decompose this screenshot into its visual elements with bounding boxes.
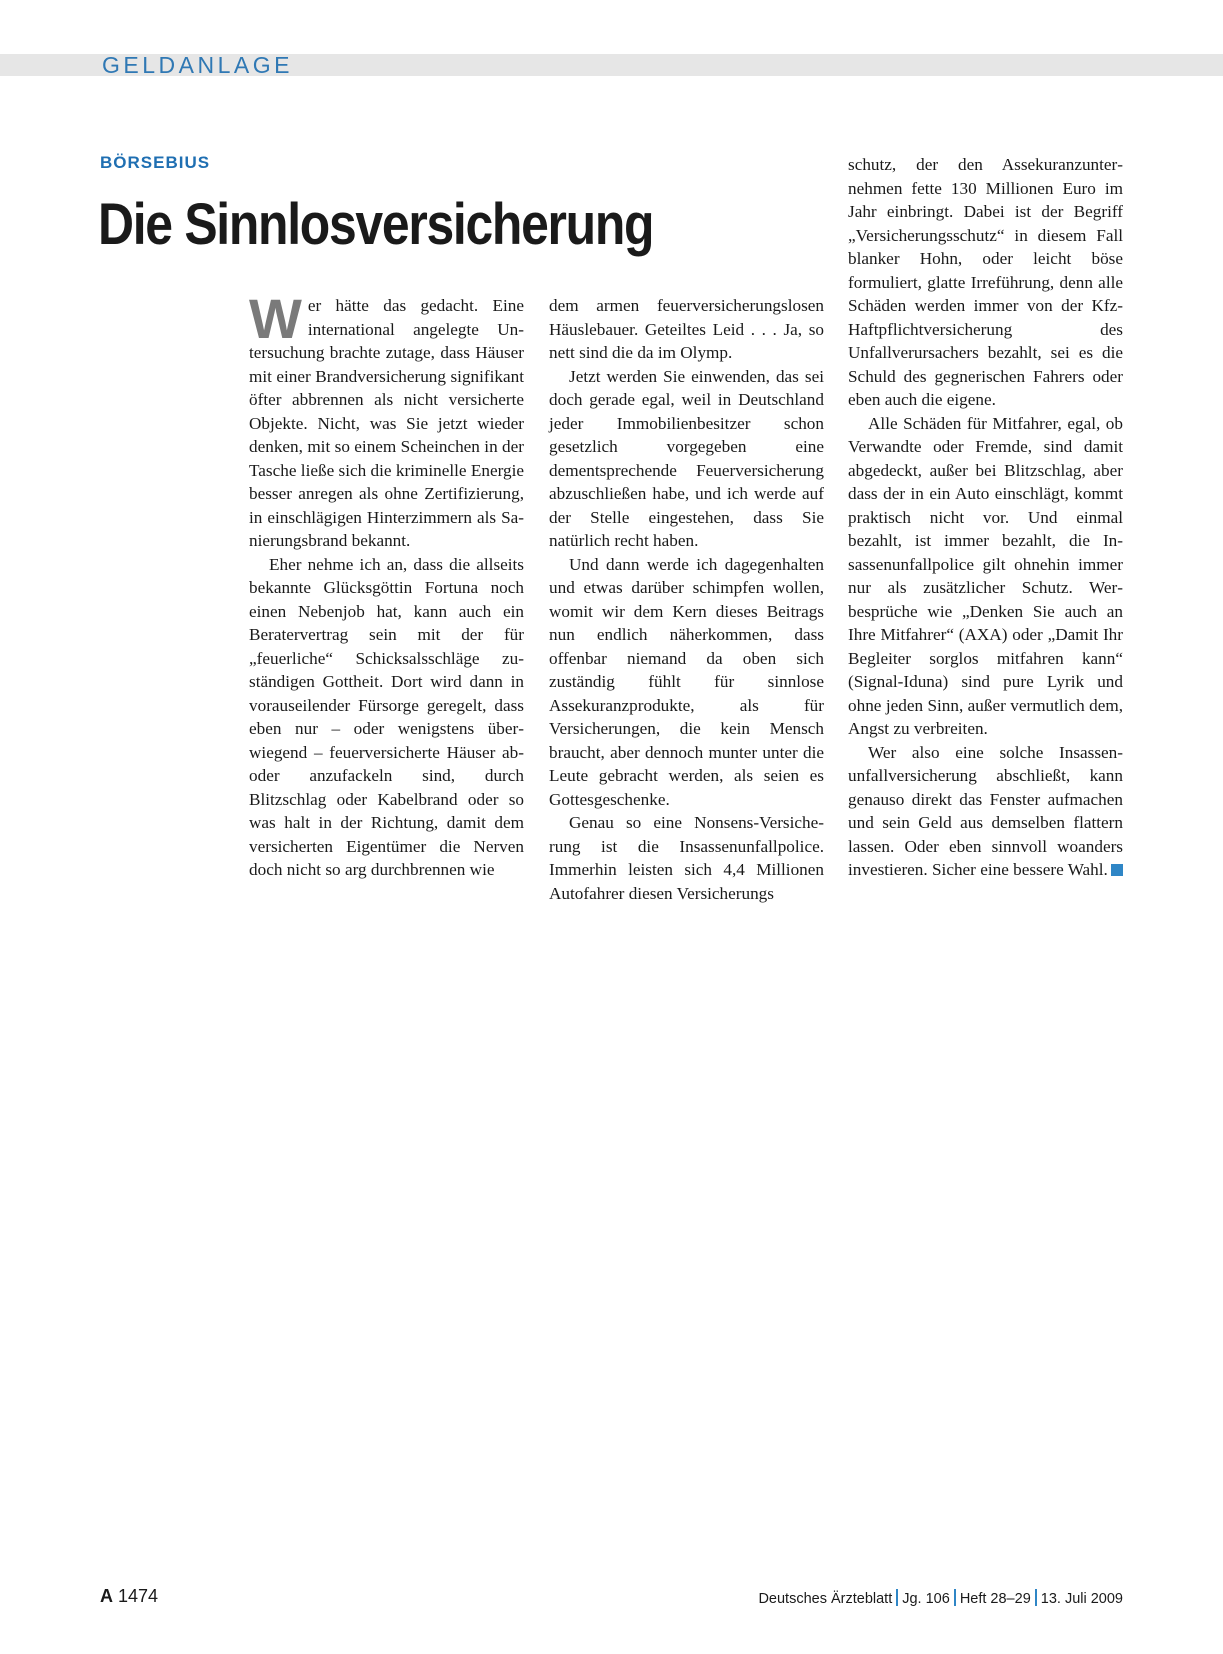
page-number (100, 1586, 158, 1607)
paragraph: dem armen feuerversicherungslosen Häuslebauer. Geteiltes Leid . . . Ja, so nett sind die da im Olymp. (549, 296, 824, 362)
paragraph: Alle Schäden für Mitfahrer, egal, ob Verwandte oder Fremde, sind damit abgedeckt, außer bei Blitzschlag, aber dass der in ein Auto einschlägt, kommt praktisch nicht vor. Und einmal bezahlt, ist immer bezahlt, die Insassenunfallpolice gilt ohnehin immer nur als zusätzlicher Schutz. Werbesprüche wie „Denken Sie auch an Ihre Mitfahrer“ (AXA) oder „Damit Ihr Begleiter sorglos mitfahren kann“ (Signal-Iduna) sind pure Lyrik und ohne jeden Sinn, außer vermutlich dem, Angst zu verbreiten. (848, 413, 1123, 738)
publication-info (758, 1589, 1123, 1607)
paragraph-text: Wer also eine solche Insassenunfallversicherung abschließt, kann genauso direkt das Fenster aufmachen und sein Geld aus demselben flattern lassen. Oder eben sinnvoll woanders investieren. Sicher eine bessere Wahl. (848, 742, 1123, 879)
paragraph-text: er hätte das gedacht. Eine international angelegte Untersuchung brachte zutage, dass Häuser mit einer Brandversicherung signifikant öfter abbrennen als nicht versicherte Objekte. Nicht, was Sie jetzt wieder denken, mit so einem Scheinchen in der Tasche ließe sich die kriminelle Energie besser anregen als ohne Zertifizierung, in einschlägigen Hinterzimmern als Sanierungsbrand bekannt. (249, 296, 524, 550)
issue: Heft 28–29 (959, 1591, 1031, 1607)
paragraph (848, 741, 1123, 882)
page-number-value: 1474 (118, 1586, 159, 1606)
article-column-3 (848, 153, 1123, 882)
paragraph (249, 287, 524, 553)
page-prefix: A (100, 1586, 113, 1606)
paragraph: Jetzt werden Sie einwenden, das sei doch gerade egal, weil in Deutschland jeder Immobilienbesitzer schon gesetzlich vorgegeben eine dementsprechende Feuerversicherung abzuschließen habe, und ich werde auf der Stelle eingestehen, dass Sie natürlich recht haben. (549, 366, 824, 550)
paragraph: Genau so eine Nonsens-Versicherung ist die Insassenunfallpolice. Immerhin leisten sich 4,4 Millionen Autofahrer diesen Versicherungs (549, 813, 824, 903)
article-column-1 (249, 287, 524, 882)
article-title: Die Sinnlosversicherung (98, 192, 654, 257)
paragraph: Und dann werde ich dagegenhalten und etwas darüber schimpfen wollen, womit wir dem Kern dieses Beitrags nun endlich näherkommen, dass offenbar niemand da oben sich zuständig fühlt für sinnlose Assekuranzprodukte, als für Versicherungen, die kein Mensch braucht, aber dennoch munter unter die Leute gebracht werden, als seien es Gottesgeschenke. (549, 554, 824, 809)
volume: Jg. 106 (902, 1591, 950, 1607)
article-column-2 (549, 294, 824, 905)
end-of-article-square-icon (1111, 864, 1123, 876)
section-label: GELDANLAGE (102, 52, 293, 78)
journal-name: Deutsches Ärzteblatt (758, 1591, 893, 1607)
issue-date: 13. Juli 2009 (1040, 1591, 1123, 1607)
separator (1035, 1589, 1037, 1606)
paragraph: schutz, der den Assekuranzunternehmen fette 130 Millionen Euro im Jahr einbringt. Dabei ist der Begriff „Versicherungsschutz“ in diesem Fall blanker Hohn, oder leicht böse formuliert, glatte Irreführung, denn alle Schäden werden immer von der Kfz-Haftpflichtversicherung des Unfallverursachers bezahlt, sei es die Schuld des gegnerischen Fahrers oder eben auch die eigene. (848, 155, 1123, 409)
column-rubric: BÖRSEBIUS (100, 153, 211, 172)
paragraph: Eher nehme ich an, dass die allseits bekannte Glücksgöttin Fortuna noch einen Nebenjob hat, kann auch ein Beratervertrag sein mit der für „feuerliche“ Schicksalsschläge zuständigen Gottheit. Dort wird dann in vorauseilender Fürsorge geregelt, dass eben nur – oder wenigstens überwiegend – feuerversicherte Häuser ab- oder anzufackeln sind, durch Blitzschlag oder Kabelbrand oder so was halt in der Richtung, damit dem versicherten Eigentümer die Nerven doch nicht so arg durchbrennen wie (249, 554, 524, 879)
separator (896, 1589, 898, 1606)
drop-cap: W (249, 287, 302, 350)
separator (954, 1589, 956, 1606)
